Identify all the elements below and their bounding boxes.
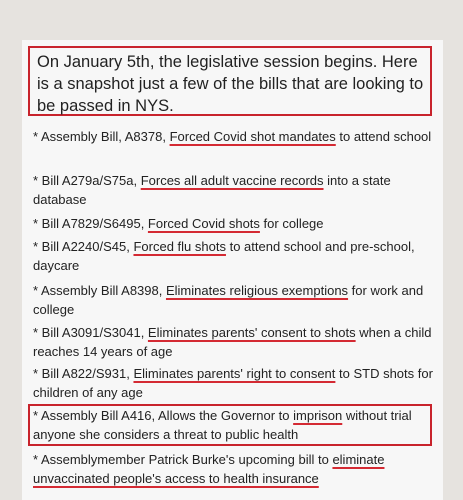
bill-item-a8378: [33, 127, 433, 146]
item-highlight: imprison: [293, 408, 343, 423]
item-text: to STD shots for children of any age: [33, 366, 433, 400]
item-text: * Assemblymember Patrick Burke's upcoming bill to: [33, 452, 333, 467]
bill-item-a416: [28, 404, 432, 446]
item-text: when a child reaches 14 years of age: [33, 325, 432, 359]
item-text: * Bill A2240/S45,: [33, 239, 134, 254]
item-text: for college: [259, 216, 324, 231]
item-text: * Assembly Bill A416, Allows the Governor to: [33, 408, 294, 423]
bill-item-a7829: [33, 214, 433, 233]
item-highlight: Forced Covid shots: [147, 216, 260, 231]
item-text: to attend school and pre-school, daycare: [33, 239, 415, 273]
bill-item-a2240: [33, 237, 433, 275]
bill-item-a8398: [33, 281, 433, 319]
item-highlight: Eliminates parents' right to consent: [133, 366, 336, 381]
item-text: * Assembly Bill, A8378,: [33, 129, 170, 144]
item-text: for work and college: [33, 283, 424, 317]
item-highlight: Forced flu shots: [133, 239, 226, 254]
item-text: into a state database: [33, 173, 391, 207]
intro-callout: [28, 46, 432, 116]
item-text: without trial anyone she considers a threat to public health: [33, 408, 412, 442]
item-highlight: Eliminates parents' consent to shots: [147, 325, 356, 340]
item-highlight: Forces all adult vaccine records: [140, 173, 324, 188]
item-text: * Assembly Bill A8398,: [33, 283, 166, 298]
item-text: * Bill A822/S931,: [33, 366, 134, 381]
bill-item-a3091: [33, 323, 433, 361]
item-highlight: eliminate unvaccinated people's access to health insurance: [33, 452, 385, 486]
item-highlight: Forced Covid shot mandates: [169, 129, 336, 144]
item-text: * Bill A7829/S6495,: [33, 216, 148, 231]
bill-item-a822: [33, 364, 433, 402]
item-highlight: Eliminates religious exemptions: [165, 283, 349, 298]
intro-text: On January 5th, the legislative session begins. Here is a snapshot just a few of the bills that are looking to be passed in NYS.: [37, 53, 424, 115]
item-text: to attend school: [335, 129, 432, 144]
item-text: * Bill A3091/S3041,: [33, 325, 148, 340]
bill-item-a279a: [33, 171, 433, 209]
bill-item-burke: [33, 450, 433, 488]
item-text: * Bill A279a/S75a,: [33, 173, 141, 188]
